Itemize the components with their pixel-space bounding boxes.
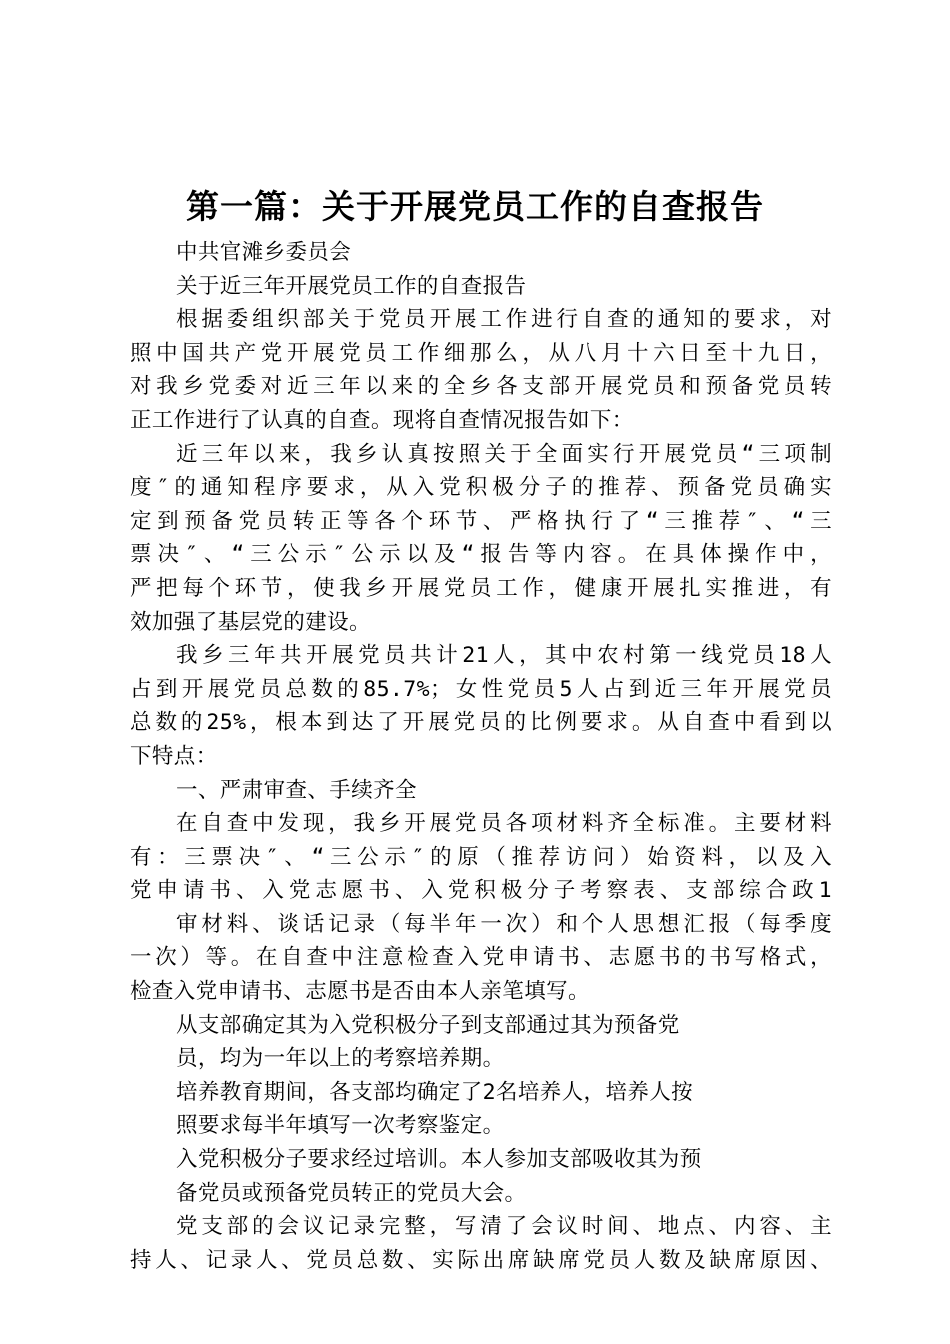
paragraph-line: 在自查中发现，我乡开展党员各项材料齐全标准。主要材料 [176,811,832,837]
paragraph-line: 审材料、谈话记录（每半年一次）和个人思想汇报（每季度 [176,911,832,937]
paragraph-line: 有：三票决″、“三公示″的原（推荐访问）始资料，以及入 [130,844,832,870]
paragraph-line: 入党积极分子要求经过培训。本人参加支部吸收其为预 [176,1147,702,1173]
paragraph-line: 占到开展党员总数的85.7%；女性党员5人占到近三年开展党员 [130,676,832,702]
paragraph-line: 照中国共产党开展党员工作细那么，从八月十六日至十九日， [130,340,832,366]
paragraph-line: 票决″、“三公示″公示以及“报告等内容。在具体操作中， [130,542,832,568]
paragraph-line: 对我乡党委对近三年以来的全乡各支部开展党员和预备党员转 [130,374,832,400]
paragraph-line: 我乡三年共开展党员共计21人，其中农村第一线党员18人 [176,643,832,669]
paragraph-line: 严把每个环节，使我乡开展党员工作，健康开展扎实推进，有 [130,575,832,601]
paragraph-line: 一次）等。在自查中注意检查入党申请书、志愿书的书写格式， [130,945,832,971]
paragraph-line: 根据委组织部关于党员开展工作进行自查的通知的要求，对 [176,307,832,333]
paragraph-line: 从支部确定其为入党积极分子到支部通过其为预备党 [176,1012,680,1038]
paragraph-line: 度″的通知程序要求，从入党积极分子的推荐、预备党员确实 [130,475,832,501]
paragraph-line: 近三年以来，我乡认真按照关于全面实行开展党员“三项制 [176,441,832,467]
paragraph-line: 备党员或预备党员转正的党员大会。 [176,1180,527,1206]
paragraph-line: 关于近三年开展党员工作的自查报告 [176,273,527,299]
paragraph-line: 照要求每半年填写一次考察鉴定。 [176,1113,505,1139]
paragraph-line: 中共官滩乡委员会 [176,240,352,265]
paragraph-line: 持人、记录人、党员总数、实际出席缺席党员人数及缺席原因、 [130,1247,832,1273]
paragraph-line: 效加强了基层党的建设。 [130,609,371,635]
paragraph-line: 正工作进行了认真的自查。现将自查情况报告如下： [130,407,634,433]
paragraph-line: 定到预备党员转正等各个环节、严格执行了“三推荐″、“三 [130,508,832,534]
paragraph-line: 下特点： [130,743,218,769]
paragraph-line: 检查入党申请书、志愿书是否由本人亲笔填写。 [130,979,590,1005]
document-title: 第一篇：关于开展党员工作的自查报告 [186,187,764,226]
paragraph-line: 党支部的会议记录完整，写清了会议时间、地点、内容、主 [176,1214,832,1240]
paragraph-line: 总数的25%，根本到达了开展党员的比例要求。从自查中看到以 [130,710,832,736]
paragraph-line: 培养教育期间，各支部均确定了2名培养人，培养人按 [176,1079,694,1105]
paragraph-line: 党申请书、入党志愿书、入党积极分子考察表、支部综合政1 [130,878,832,904]
paragraph-line: 员，均为一年以上的考察培养期。 [176,1046,505,1072]
paragraph-line: 一、严肃审查、手续齐全 [176,777,417,803]
document-body [130,236,832,1277]
